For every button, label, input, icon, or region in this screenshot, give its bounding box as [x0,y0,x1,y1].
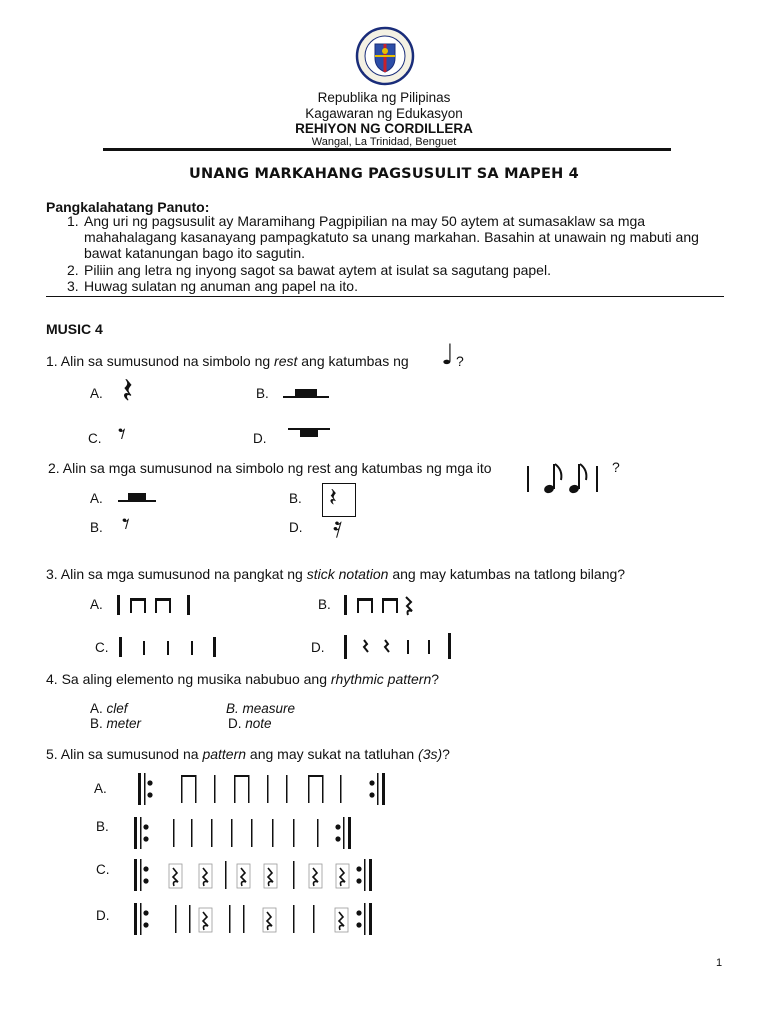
instructions-heading: Pangkalahatang Panuto: [46,199,210,215]
pattern-stroke [248,775,250,803]
q3-d-stick-notation-icon [342,631,452,661]
rest-box [309,864,322,888]
quarter-rest-icon [340,868,345,886]
eighth-rest-icon: 𝄾 [118,417,126,452]
pattern-stroke [195,775,197,803]
q3-c-stick-notation-icon [119,635,219,659]
pattern-stroke [369,859,372,891]
header-department: Kagawaran ng Edukasyon [305,106,463,121]
pattern-stroke [181,775,183,803]
repeat-dot [143,836,148,841]
repeat-dot [335,824,340,829]
quarter-rest-icon [339,912,344,930]
pattern-stroke [140,817,142,849]
q5-option-a[interactable]: A. [94,781,107,796]
pattern-stroke [293,819,295,847]
pattern-stroke [272,819,274,847]
q2-option-c[interactable]: B. [90,520,103,535]
q4-option-b[interactable] [90,716,141,732]
repeat-dot [143,824,148,829]
q4-text-after: ? [431,671,440,687]
q3-a-stick-notation-icon [117,593,193,617]
eighth-rest-icon: 𝄾 [122,507,130,542]
repeat-dot [356,910,361,915]
question-1 [46,353,409,370]
q1-question-mark: ? [456,353,464,369]
q4-option-a-letter: A. [90,701,103,716]
pattern-stroke [364,903,366,935]
quarter-rest-icon [241,868,246,886]
instruction-number: 1. [67,213,79,229]
quarter-rest-icon: 𝄽 [329,483,337,513]
deped-seal-graphic [349,26,421,86]
pattern-stroke [267,775,269,803]
quarter-rest-icon [203,868,208,886]
q3-option-c[interactable]: C. [95,640,109,655]
q3-option-a[interactable]: A. [90,597,103,612]
pattern-stroke [231,819,233,847]
deped-seal [349,26,421,86]
pattern-stroke [369,903,372,935]
repeat-dot [147,780,152,785]
q4-text: 4. Sa aling elemento ng musika nabubuo ang [46,671,331,687]
repeat-dot [369,792,374,797]
q4-option-b-letter: B. [90,716,103,731]
pattern-stroke [308,775,310,803]
question-4 [46,671,439,688]
header-region: REHIYON NG CORDILLERA [295,121,473,136]
quarter-rest-icon [268,868,273,886]
half-rest-icon [283,389,331,401]
pattern-stroke [134,859,137,891]
q5-a-pattern-icon [136,771,386,807]
pattern-stroke [140,903,142,935]
quarter-rest-icon [267,912,272,930]
pattern-stroke [322,775,324,803]
pattern-stroke [234,775,250,777]
q2-option-d[interactable]: D. [289,520,303,535]
pattern-stroke [214,775,216,803]
rest-box [237,864,250,888]
pattern-stroke [175,905,177,933]
question-2: 2. Alin sa mga sumusunod na simbolo ng rest ang katumbas ng mga ito [48,460,492,476]
header-address: Wangal, La Trinidad, Benguet [311,136,457,148]
q3-text-after: ang may katumbas na tatlong bilang? [388,566,626,582]
pattern-stroke [243,905,245,933]
pattern-stroke [191,819,193,847]
repeat-dot [335,836,340,841]
instruction-item [46,213,726,262]
quarter-rest-icon: 𝄽 [122,371,134,412]
q5-text-after: ? [442,746,450,762]
pattern-stroke [343,817,345,849]
pattern-stroke [134,817,137,849]
q5-c-pattern-icon [133,857,378,893]
quarter-rest-icon [173,868,178,886]
pattern-stroke [293,905,295,933]
q1-quarter-note-icon: ♩ [441,338,455,371]
section-title: MUSIC 4 [46,321,103,337]
pattern-stroke [189,905,191,933]
pattern-stroke [317,819,319,847]
instruction-item [46,262,726,278]
pattern-stroke [225,861,227,889]
quarter-rest-icon [203,912,208,930]
whole-rest-icon [288,428,332,442]
quarter-rest-icon [313,868,318,886]
pattern-stroke [234,775,236,803]
half-rest-icon [118,493,158,505]
question-3 [46,566,625,583]
repeat-dot [369,780,374,785]
pattern-stroke [313,905,315,933]
instruction-text: Ang uri ng pagsusulit ay Maramihang Pagpipilian na may 50 aytem at sumasaklaw sa mga mahahalagang kasanayang pampagkatuto sa unang markahan. Basahin at unawain ng mabuti ang bawat katanungan bago ito sagutin. [84,213,699,262]
q1-option-c[interactable]: C. [88,431,102,446]
q5-text-mid: ang may sukat na tatluhan [246,746,419,762]
q1-emphasis: rest [274,353,298,369]
repeat-dot [147,792,152,797]
repeat-dot [356,866,361,871]
pattern-stroke [308,775,324,777]
repeat-dot [143,922,148,927]
pattern-stroke [251,819,253,847]
q1-option-a[interactable]: A. [90,386,103,401]
instructions-divider [46,296,724,297]
q4-option-d[interactable] [228,716,272,732]
pattern-stroke [377,773,379,805]
q2-question-mark: ? [612,459,620,475]
q3-b-stick-notation-icon [344,593,422,617]
rest-box [199,908,212,932]
q5-option-d[interactable]: D. [96,908,110,923]
pattern-stroke [173,819,175,847]
q5-emphasis-2: (3s) [418,746,443,762]
repeat-dot [356,878,361,883]
header-divider [103,148,671,151]
exam-title: UNANG MARKAHANG PAGSUSULIT SA MAPEH 4 [189,166,579,182]
instruction-text: Huwag sulatan ng anuman ang papel na ito. [84,277,358,294]
pattern-stroke [348,817,351,849]
pattern-stroke [138,773,141,805]
q4-option-b-text: meter [106,716,142,731]
instruction-number: 2. [67,261,79,278]
q2-option-b[interactable]: B. [289,491,302,506]
q1-option-b[interactable]: B. [256,386,269,401]
pattern-stroke [364,859,366,891]
instruction-text: Piliin ang letra ng inyong sagot sa bawat aytem at isulat sa sagutang papel. [84,261,551,278]
pattern-stroke [134,903,137,935]
rest-box [264,864,277,888]
q5-d-pattern-icon [133,901,378,937]
repeat-dot [143,866,148,871]
q5-emphasis: pattern [202,746,247,762]
pattern-stroke [211,819,213,847]
instruction-item [46,278,726,294]
instructions-list [46,213,726,294]
q3-text: 3. Alin sa mga sumusunod na pangkat ng [46,566,307,582]
q1-text-after: ang katumbas ng [297,353,409,369]
repeat-dot [356,922,361,927]
question-5 [46,746,450,763]
repeat-dot [143,878,148,883]
instruction-number: 3. [67,277,79,294]
pattern-stroke [144,773,146,805]
q3-emphasis: stick notation [306,566,389,582]
q5-option-c[interactable]: C. [96,862,110,877]
page-number: 1 [716,957,723,969]
pattern-stroke [140,859,142,891]
q4-option-b-top[interactable]: B. measure [226,701,296,716]
q5-text: 5. Alin sa sumusunod na [46,746,203,762]
q4-option-a-text: clef [106,701,128,716]
rest-box [169,864,182,888]
q2-rhythm-notes-icon [525,462,607,496]
pattern-stroke [382,773,385,805]
rest-box [335,908,348,932]
repeat-dot [143,910,148,915]
q3-option-b[interactable]: B. [318,597,331,612]
rest-box [336,864,349,888]
pattern-stroke [286,775,288,803]
header-republic: Republika ng Pilipinas [317,90,451,105]
q1-text: 1. Alin sa sumusunod na simbolo ng [46,353,275,369]
q5-option-b[interactable]: B. [96,819,109,834]
pattern-stroke [229,905,231,933]
q1-option-d[interactable]: D. [253,431,267,446]
q4-option-a[interactable] [90,701,128,717]
pattern-stroke [181,775,197,777]
sixteenth-rest-icon: 𝄿 [333,510,343,545]
rest-box [199,864,212,888]
q4-option-d-letter: D. [228,716,242,731]
rest-box [263,908,276,932]
q3-option-d[interactable]: D. [311,640,325,655]
q5-b-pattern-icon [133,815,353,851]
q2-option-a[interactable]: A. [90,491,103,506]
pattern-stroke [340,775,342,803]
q4-emphasis: rhythmic pattern [330,671,432,687]
q4-option-d-text: note [245,716,272,731]
pattern-stroke [293,861,295,889]
